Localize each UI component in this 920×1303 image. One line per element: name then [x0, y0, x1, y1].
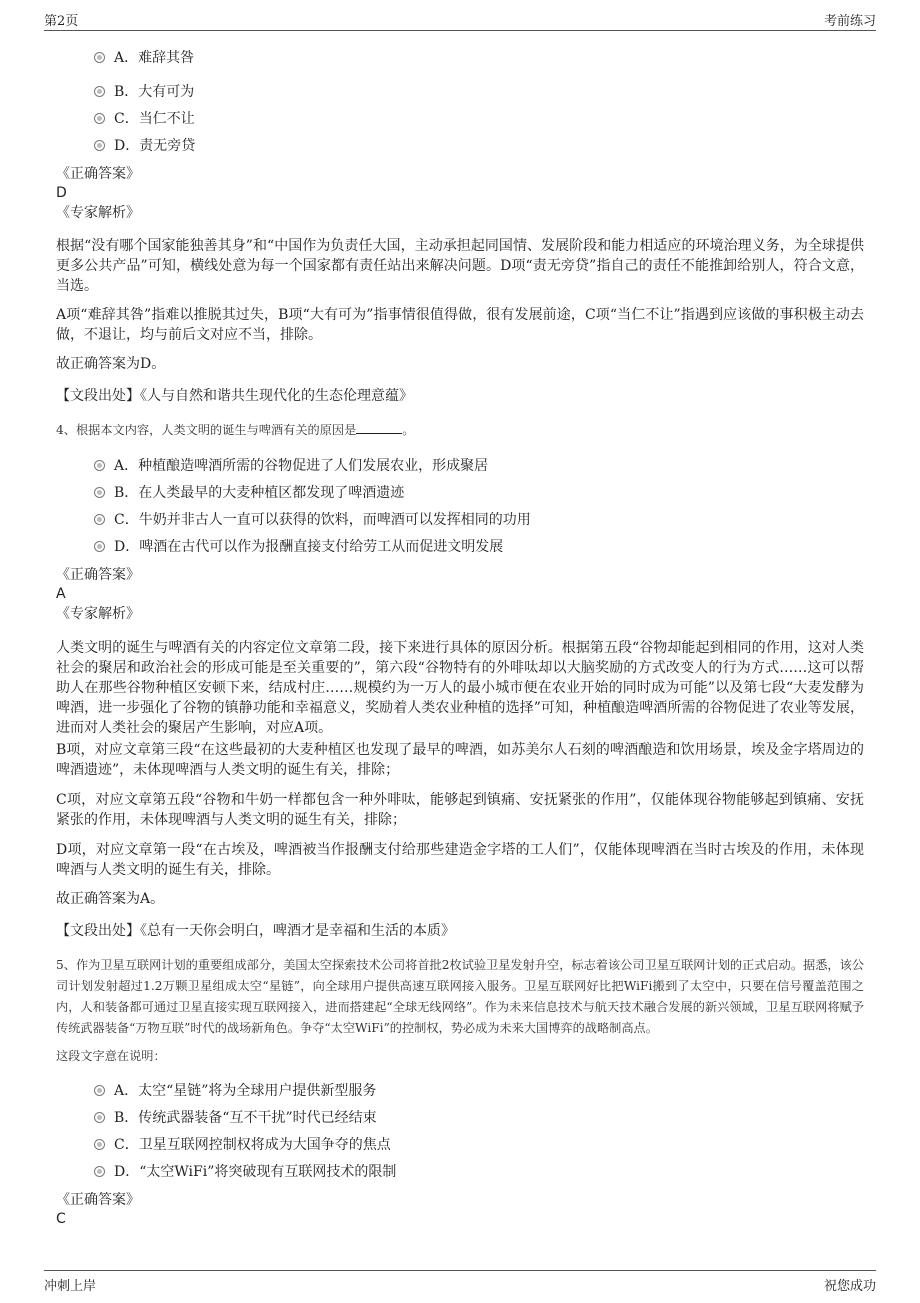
- q5-option-c[interactable]: C．卫星互联网控制权将成为大国争夺的焦点: [94, 1135, 391, 1155]
- radio-icon[interactable]: [94, 52, 105, 63]
- radio-icon[interactable]: [94, 541, 105, 552]
- q4-analysis-p4: D项，对应文章第一段“在古埃及，啤酒被当作报酬支付给那些建造金字塔的工人们”，仅能体现啤酒在当时古埃及的作用，未体现啤酒与人类文明的诞生有关，排除。: [56, 842, 864, 878]
- q5-option-b[interactable]: B．传统武器装备“互不干扰”时代已经结束: [94, 1108, 377, 1128]
- q3-option-b[interactable]: B．大有可为: [94, 82, 194, 102]
- q3-analysis-label: 《专家解析》: [56, 205, 140, 221]
- q5-option-a[interactable]: A．太空“星链”将为全球用户提供新型服务: [94, 1081, 376, 1101]
- section-label: 考前练习: [823, 14, 876, 29]
- q3-analysis-p1: 根据“没有哪个国家能独善其身”和“中国作为负责任大国，主动承担起同国情、发展阶段和能力相适应的环境治理义务，为全球提供更多公共产品”可知，横线处意为每一个国家都有责任站出来解决问题。D项“责无旁贷”指自己的责任不能推卸给别人，符合文意，当选。: [56, 238, 864, 294]
- radio-icon[interactable]: [94, 1085, 105, 1096]
- radio-icon[interactable]: [94, 487, 105, 498]
- footer-left: 冲刺上岸: [44, 1279, 97, 1294]
- q3-answer-label: 《正确答案》: [56, 166, 140, 182]
- q4-analysis-p2: B项，对应文章第三段“在这些最初的大麦种植区也发现了最早的啤酒，如苏美尔人石刻的啤酒酿造和饮用场景，埃及金字塔周边的啤酒遗迹”，未体现啤酒与人类文明的诞生有关，排除；: [56, 742, 864, 778]
- page-footer: [44, 1270, 876, 1303]
- page-header: [44, 0, 876, 31]
- q4-analysis-p1: 人类文明的诞生与啤酒有关的内容定位文章第二段，接下来进行具体的原因分析。根据第五段“谷物却能起到相同的作用，这对人类社会的聚居和政治社会的形成可能是至关重要的”，第六段“谷物特有的外啡呔却以大脑奖励的方式改变人的行为方式……这可以帮助人在那些谷物种植区安顿下来，结成村庄……规模约为一万人的最小城市便在农业开始的同时成为可能”以及第七段“大麦发酵为啤酒，进一步强化了谷物的镇静功能和幸福意义，奖励着人类农业种植的选择”可知，种植酿造啤酒所需的谷物促进了农业等发展，进而对人类社会的聚居产生影响，对应A项。: [56, 640, 864, 736]
- q5-answer-label: 《正确答案》: [56, 1192, 140, 1208]
- radio-icon[interactable]: [94, 140, 105, 151]
- q5-option-d[interactable]: D．“太空WiFi”将突破现有互联网技术的限制: [94, 1162, 396, 1182]
- radio-icon[interactable]: [94, 1139, 105, 1150]
- q4-source: 【文段出处】《总有一天你会明白，啤酒才是幸福和生活的本质》: [56, 923, 455, 939]
- q5-stem: 5、作为卫星互联网计划的重要组成部分，美国太空探索技术公司将首批2枚试验卫星发射升空，标志着该公司卫星互联网计划的正式启动。据悉，该公司计划发射超过1.2万颗卫星组成太空“星链”，向全球用户提供高速互联网接入服务。卫星互联网好比把WiFi搬到了太空中，只要在信号覆盖范围之内，人和装备都可通过卫星直接实现互联网接入，进而搭建起“全球无线网络”。作为未来信息技术与航天技术融合发展的新兴领域，卫星互联网将赋予传统武器装备“万物互联”时代的战场新角色。争夺“太空WiFi”的控制权，势必成为未来大国博弈的战略制高点。: [56, 958, 864, 1035]
- q4-analysis-p5: 故正确答案为A。: [56, 891, 165, 907]
- q3-source: 【文段出处】《人与自然和谐共生现代化的生态伦理意蕴》: [56, 388, 413, 404]
- q4-stem: 4、根据本文内容，人类文明的诞生与啤酒有关的原因是 。: [56, 423, 415, 437]
- q3-option-d[interactable]: D．责无旁贷: [94, 136, 195, 156]
- q4-option-b[interactable]: B．在人类最早的大麦种植区都发现了啤酒遗迹: [94, 483, 404, 503]
- q4-answer-label: 《正确答案》: [56, 567, 140, 583]
- q5-answer: C: [56, 1211, 66, 1227]
- q4-option-d[interactable]: D．啤酒在古代可以作为报酬直接支付给劳工从而促进文明发展: [94, 537, 503, 557]
- q3-option-c[interactable]: C．当仁不让: [94, 109, 195, 129]
- page-number: 第2页: [44, 14, 79, 29]
- radio-icon[interactable]: [94, 1166, 105, 1177]
- q4-analysis-p3: C项，对应文章第五段“谷物和牛奶一样都包含一种外啡呔，能够起到镇痛、安抚紧张的作用”，仅能体现谷物能够起到镇痛、安抚紧张的作用，未体现啤酒与人类文明的诞生有关，排除；: [56, 792, 864, 828]
- q5-prompt: 这段文字意在说明：: [56, 1049, 166, 1063]
- radio-icon[interactable]: [94, 113, 105, 124]
- answer-blank: [356, 421, 402, 434]
- q4-option-a[interactable]: A．种植酿造啤酒所需的谷物促进了人们发展农业，形成聚居: [94, 456, 488, 476]
- q4-analysis-label: 《专家解析》: [56, 606, 140, 622]
- q3-analysis-p3: 故正确答案为D。: [56, 356, 166, 372]
- radio-icon[interactable]: [94, 460, 105, 471]
- q3-analysis-p2: A项“难辞其咎”指难以推脱其过失，B项“大有可为”指事情很值得做，很有发展前途，C项“当仁不让”指遇到应该做的事积极主动去做，不退让，均与前后文对应不当，排除。: [56, 307, 864, 343]
- radio-icon[interactable]: [94, 86, 105, 97]
- radio-icon[interactable]: [94, 1112, 105, 1123]
- q4-option-c[interactable]: C．牛奶并非古人一直可以获得的饮料，而啤酒可以发挥相同的功用: [94, 510, 531, 530]
- q4-answer: A: [56, 586, 66, 602]
- radio-icon[interactable]: [94, 514, 105, 525]
- footer-right: 祝您成功: [823, 1279, 876, 1294]
- q3-answer: D: [56, 185, 67, 201]
- q3-option-a[interactable]: A．难辞其咎: [94, 48, 194, 68]
